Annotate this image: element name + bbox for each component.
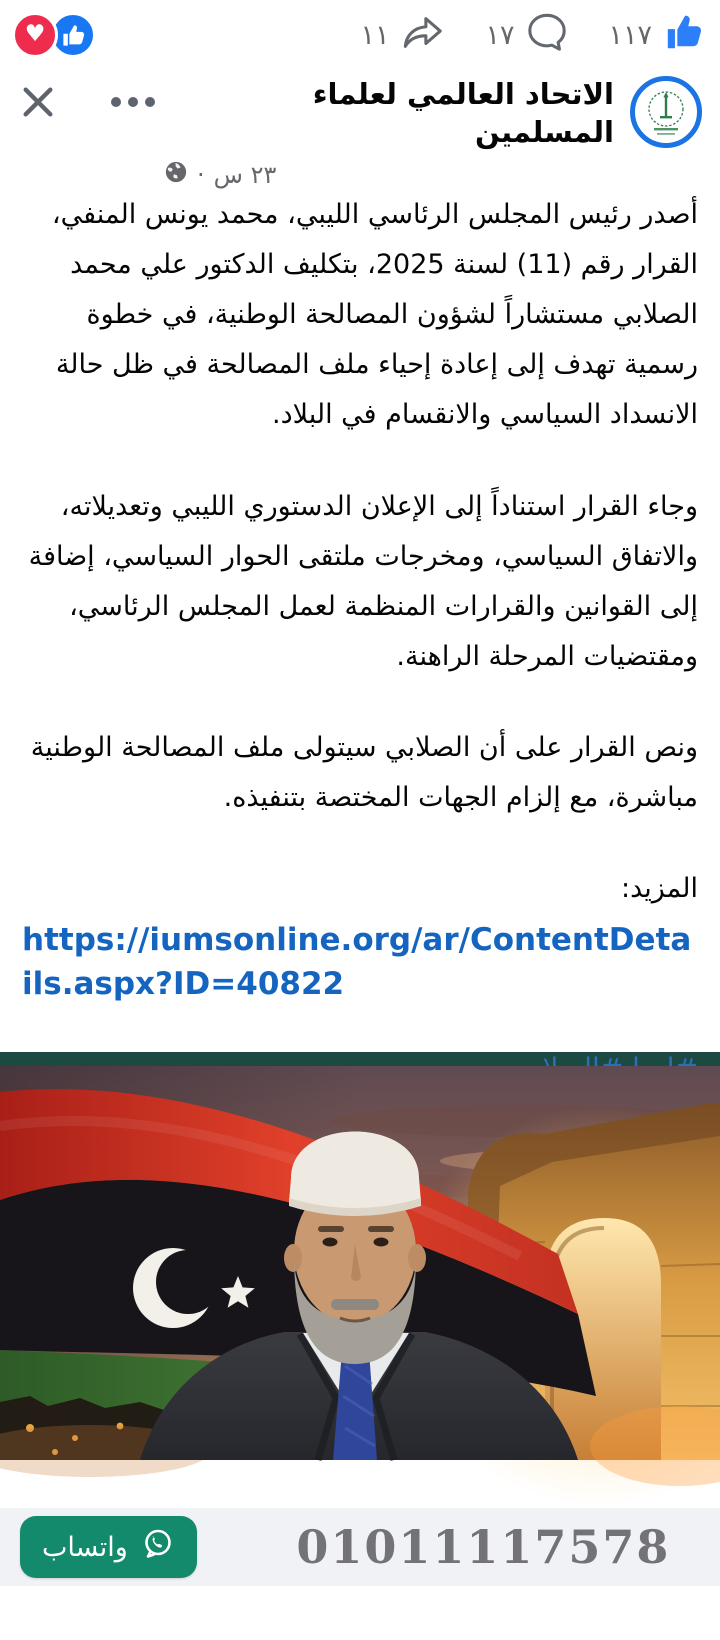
share-count[interactable] [360,12,445,59]
like-count[interactable] [608,12,704,59]
page-name[interactable]: الاتحاد العالمي لعلماء المسلمين [312,77,614,149]
post-meta [164,160,614,190]
love-reaction-icon: ♥ [12,12,58,58]
like-count-value: ١١٧ [608,19,652,51]
reactions-bar [0,0,720,64]
share-count-value: ١١ [360,19,390,51]
more-label: المزيد: [620,873,698,905]
header-text [156,76,630,190]
whatsapp-button[interactable] [20,1516,197,1578]
close-icon [20,108,56,123]
iums-logo [637,83,695,141]
contact-bar [0,1508,720,1586]
timestamp: ٢٣ س [213,161,277,190]
post-link[interactable]: https://iumsonline.org/ar/ContentDetails.aspx?ID=40822 [22,921,692,1002]
post-paragraph-2: وجاء القرار استناداً إلى الإعلان الدستوري الليبي وتعديلاته، والاتفاق السياسي، ومخرجات ملتقى الحوار السياسي، إضافة إلى القوانين والقرارات المنظمة لعمل المجلس الرئاسي، ومقتضيات المرحلة الراهنة. [28,490,698,672]
like-icon [664,12,704,59]
more-options-button[interactable] [110,96,156,111]
whatsapp-icon [141,1527,175,1568]
post-photo-image[interactable] [0,1066,720,1460]
post-paragraph-1: أصدر رئيس المجلس الرئاسي الليبي، محمد يونس المنفي، القرار رقم (11) لسنة 2025، بتكليف الدكتور علي محمد الصلابي مستشاراً لشؤون المصالحة الوطنية، في خطوة رسمية تهدف إلى إعادة إحياء ملف المصالحة في ظل حالة الانسداد السياسي والانقسام في البلاد. [51,199,698,430]
page-avatar[interactable] [630,76,702,148]
comment-count[interactable] [485,11,568,60]
reaction-summary[interactable] [12,12,96,58]
comment-count-value: ١٧ [485,19,515,51]
share-icon [401,12,445,59]
globe-icon [164,160,188,190]
whatsapp-label: واتساب [42,1531,128,1563]
post-photo [0,1052,720,1460]
meta-separator: · [197,161,205,190]
post-body [0,166,720,1052]
more-options-icon [110,96,156,111]
close-button[interactable] [20,84,56,123]
counts-group [360,11,704,60]
comment-icon [526,11,568,60]
post-header [0,64,720,190]
phone-number: 01011117578 [296,1520,671,1574]
post-paragraph-3: ونص القرار على أن الصلابي سيتولى ملف المصالحة الوطنية مباشرة، مع إلزام الجهات المختصة بتنفيذه. [30,732,698,814]
